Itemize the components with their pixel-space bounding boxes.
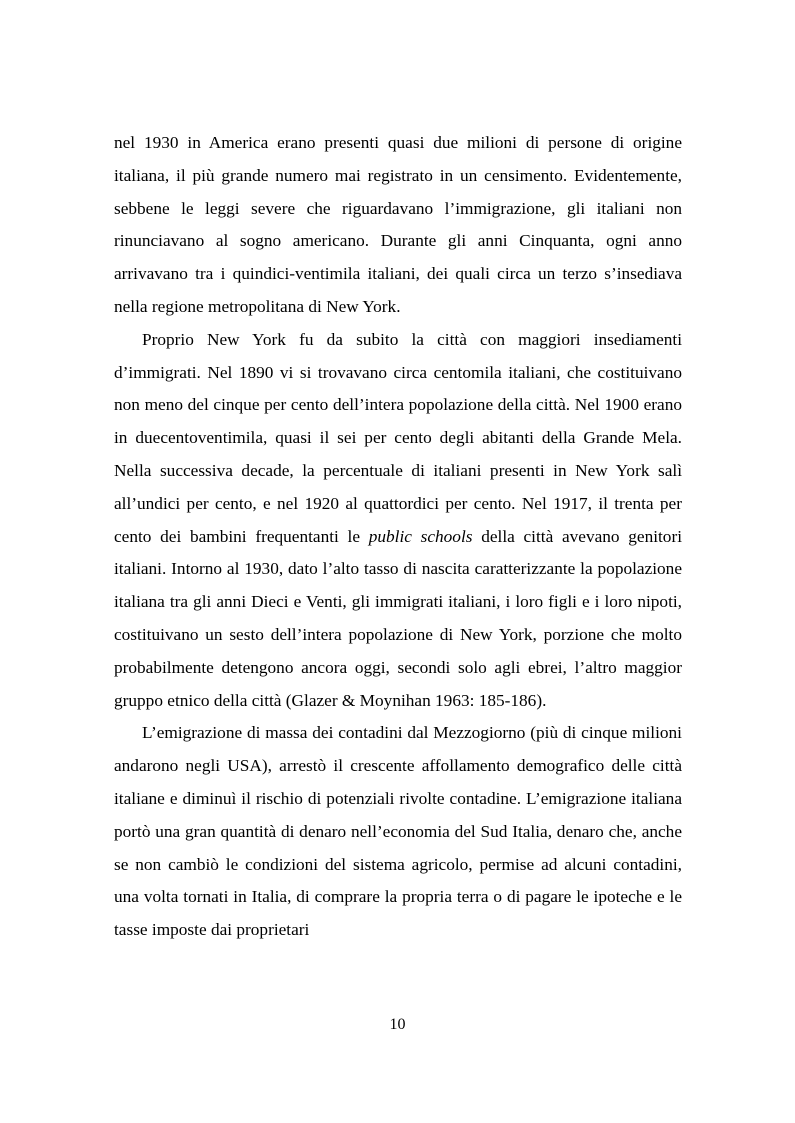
body-text xyxy=(114,127,682,947)
paragraph-2 xyxy=(114,324,682,718)
paragraph-2-text-start: Proprio New York fu da subito la città con maggiori insediamenti d’immigrati. Nel 1890 vi si trovavano circa centomila italiani, che costituivano non meno del cinque per cento dell’intera popolazione della città. Nel 1900 erano in duecentoventimila, quasi il sei per cento degli abitanti della Grande Mela. Nella successiva decade, la percentuale di italiani presenti in New York salì all’undici per cento, e nel 1920 al quattordici per cento. Nel 1917, il trenta per cento dei bambini frequentanti le xyxy=(114,329,682,546)
page-number: 10 xyxy=(389,1016,406,1033)
paragraph-2-text-end: della città avevano genitori italiani. Intorno al 1930, dato l’alto tasso di nascita caratterizzante la popolazione italiana tra gli anni Dieci e Venti, gli immigrati italiani, i loro figli e i loro nipoti, costituivano un sesto dell’intera popolazione di New York, porzione che molto probabilmente detengono ancora oggi, secondi solo agli ebrei, l’altro maggior gruppo etnico della città (Glazer & Moynihan 1963: 185-186). xyxy=(114,526,683,710)
italic-term-public-schools: public schools xyxy=(368,526,473,546)
paragraph-3: L’emigrazione di massa dei contadini dal Mezzogiorno (più di cinque milioni andarono negli USA), arrestò il crescente affollamento demografico delle città italiane e diminuì il rischio di potenziali rivolte contadine. L’emigrazione italiana portò una gran quantità di denaro nell’economia del Sud Italia, denaro che, anche se non cambiò le condizioni del sistema agricolo, permise ad alcuni contadini, una volta tornati in Italia, di comprare la propria terra o di pagare le ipoteche e le tasse imposte dai proprietari xyxy=(114,723,682,940)
paragraph-1: nel 1930 in America erano presenti quasi due milioni di persone di origine italiana, il più grande numero mai registrato in un censimento. Evidentemente, sebbene le leggi severe che riguardavano l’immigrazione, gli italiani non rinunciavano al sogno americano. Durante gli anni Cinquanta, ogni anno arrivavano tra i quindici-ventimila italiani, dei quali circa un terzo s’insediava nella regione metropolitana di New York. xyxy=(114,133,682,316)
